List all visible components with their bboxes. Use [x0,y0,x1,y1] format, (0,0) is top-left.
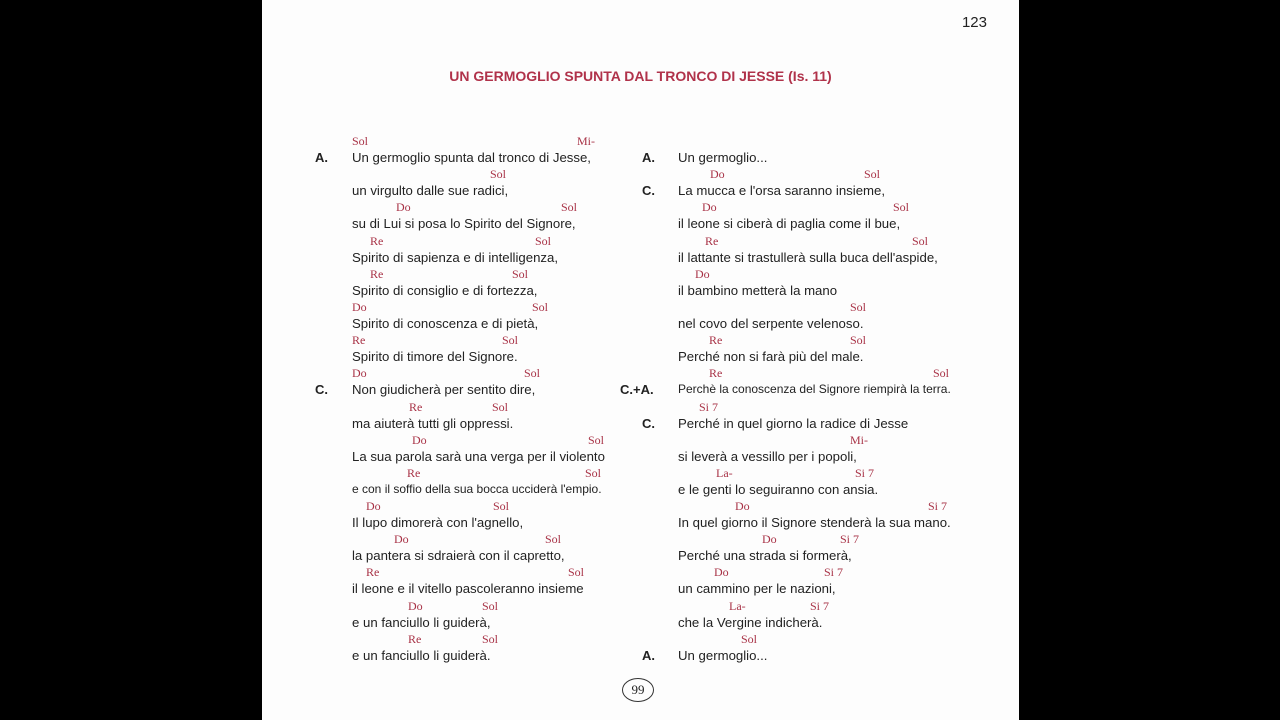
lyric-text: nel covo del serpente velenoso. [678,315,864,331]
chord: Do [702,200,717,215]
chord: Re [709,333,723,348]
lyric-text: e le genti lo seguiranno con ansia. [678,481,879,497]
lyric-line [352,599,652,632]
chord: Do [352,299,367,314]
lyric-text: su di Lui si posa lo Spirito del Signore, [352,216,576,232]
chord: Do [695,266,710,281]
lyric-line [352,532,652,565]
lyric-line [352,433,652,466]
chord: La- [729,598,746,613]
chord-row [352,333,652,349]
chord: Si 7 [855,465,875,480]
chord-row [352,532,652,548]
chord: Re [709,366,723,381]
song-title: UN GERMOGLIO SPUNTA DAL TRONCO DI JESSE (Is. 11) [449,68,832,84]
lyric-text: Perché non si farà più del male. [678,349,864,365]
folio-number: 99 [622,678,654,702]
chord-row [352,200,652,216]
chord-row [352,134,652,150]
lyric-text: La sua parola sarà una verga per il violento [352,448,605,464]
lyric-text: Il lupo dimorerà con l'agnello, [352,515,524,531]
lyric-text: la pantera si sdraierà con il capretto, [352,548,565,564]
chord-row [678,333,998,349]
chord: Si 7 [699,399,719,414]
lyric-line [352,234,652,267]
chord: Sol [535,233,552,248]
lyric-line [352,400,652,433]
lyric-line [352,333,652,366]
chord: Do [714,565,729,580]
chord: Sol [568,565,585,580]
lyric-line [678,200,998,233]
section-marker: A. [315,150,328,165]
chord: Sol [512,266,529,281]
lyric-text: si leverà a vessillo per i popoli, [678,448,857,464]
lyric-line [678,300,998,333]
right-column [620,134,998,665]
chord: Do [352,366,367,381]
chord-row [678,466,998,482]
chord-row [678,366,998,382]
lyric-line [642,167,998,200]
lyric-line [642,134,998,167]
chord: Sol [502,333,519,348]
lyric-text: Un germoglio spunta dal tronco di Jesse, [352,150,591,165]
chord: Sol [893,200,910,215]
lyric-line [620,366,998,399]
lyric-text: Spirito di conoscenza e di pietà, [352,315,539,331]
chord: Sol [585,465,602,480]
chord-row [352,400,652,416]
lyric-line [352,565,652,598]
lyric-text: il bambino metterà la mano [678,282,838,298]
lyric-text: In quel giorno il Signore stenderà la sua mano. [678,515,951,531]
section-marker: C. [315,382,328,398]
chord: Sol [588,432,605,447]
chord: Sol [352,134,369,148]
chord: La- [716,465,733,480]
lyric-text: Spirito di consiglio e di fortezza, [352,282,538,298]
lyric-line [352,300,652,333]
section-marker: C. [642,183,655,199]
chord: Sol [850,333,867,348]
lyric-text: il leone e il vitello pascoleranno insieme [352,581,584,597]
chord-row [352,599,652,615]
songbook-page [262,0,1019,720]
chord: Re [352,333,366,348]
chord-row [352,499,652,515]
lyric-line [678,267,998,300]
lyric-line [678,333,998,366]
lyric-text: Perché una strada si formerà, [678,548,852,564]
chord: Sol [850,299,867,314]
chord-row [678,234,998,250]
lyric-text: il leone si ciberà di paglia come il bue, [678,216,901,232]
chord-row [352,300,652,316]
lyric-text: Perchè la conoscenza del Signore riempirà la terra. [678,382,951,397]
lyric-line [315,134,652,167]
chord-row [678,632,998,648]
chord: Si 7 [840,532,860,547]
lyric-text: Spirito di sapienza e di intelligenza, [352,249,558,265]
lyric-line [678,532,998,565]
lyric-line [678,565,998,598]
chord-row [352,565,652,581]
section-marker: A. [642,647,655,663]
chord-row [678,134,998,150]
chord-row [678,499,998,515]
lyric-text: Spirito di timore del Signore. [352,349,518,365]
chord-row [352,433,652,449]
chord: Mi- [577,134,595,148]
lyric-text: e un fanciullo li guiderà. [352,647,491,663]
lyric-text: Un germoglio... [678,647,768,663]
page-number: 123 [961,14,987,31]
chord-row [678,565,998,581]
chord-row [678,200,998,216]
left-column [315,134,652,665]
chord-row [352,267,652,283]
chord-row [678,433,998,449]
lyric-line [678,466,998,499]
lyric-line [678,234,998,267]
lyric-line [678,499,998,532]
lyric-line [352,499,652,532]
chord: Sol [933,366,950,381]
chord: Re [366,565,380,580]
lyric-text: Un germoglio... [678,150,768,165]
chord: Sol [492,399,509,414]
chord: Sol [524,366,541,381]
chord: Do [396,200,411,215]
chord: Sol [912,233,929,248]
chord-row [352,632,652,648]
chord-row [352,466,652,482]
section-marker: C.+A. [620,382,654,398]
chord-row [352,167,652,183]
lyric-line [642,399,998,433]
chord: Re [408,631,422,646]
lyric-line [352,267,652,300]
lyric-line [352,466,652,499]
lyric-text: il lattante si trastullerà sulla buca dell'aspide, [678,249,938,265]
chord: Si 7 [928,499,948,514]
section-marker: C. [642,415,655,431]
chord: Re [705,233,719,248]
chord-row [678,167,998,183]
chord-row [678,532,998,548]
lyric-line [352,632,652,665]
lyric-line [678,599,998,632]
chord: Sol [493,499,510,514]
chord: Do [710,167,725,182]
chord: Do [412,432,427,447]
chord: Do [762,532,777,547]
lyric-line [352,167,652,200]
chord: Sol [482,598,499,613]
chord: Si 7 [824,565,844,580]
chord: Sol [561,200,578,215]
chord-row [352,234,652,250]
chord: Do [366,499,381,514]
chord: Do [394,532,409,547]
lyric-text: Non giudicherà per sentito dire, [352,382,536,398]
chord-row [678,267,998,283]
lyric-line [642,631,998,665]
chord: Sol [545,532,562,547]
lyric-line [352,200,652,233]
lyric-text: Perché in quel giorno la radice di Jesse [678,415,909,431]
lyric-text: e un fanciullo li guiderà, [352,614,491,630]
chord-row [352,366,652,382]
lyric-text: La mucca e l'orsa saranno insieme, [678,183,886,199]
chord: Re [409,399,423,414]
chord: Re [407,465,421,480]
chord: Sol [741,631,758,646]
chord: Do [408,598,423,613]
lyric-line [678,433,998,466]
lyric-line [315,366,652,399]
lyric-text: e con il soffio della sua bocca ucciderà l'empio. [352,481,602,496]
chord: Sol [864,167,881,182]
lyric-text: un cammino per le nazioni, [678,581,836,597]
chord: Do [735,499,750,514]
chord: Re [370,233,384,248]
chord-row [678,599,998,615]
chord-row [678,400,998,416]
chord: Mi- [850,432,868,447]
chord: Sol [482,631,499,646]
chord: Si 7 [810,598,830,613]
chord: Sol [532,299,549,314]
chord: Re [370,266,384,281]
lyric-text: ma aiuterà tutti gli oppressi. [352,415,514,431]
section-marker: A. [642,150,655,165]
chord-row [678,300,998,316]
lyric-text: che la Vergine indicherà. [678,614,823,630]
chord: Sol [490,167,507,182]
lyric-text: un virgulto dalle sue radici, [352,183,509,199]
